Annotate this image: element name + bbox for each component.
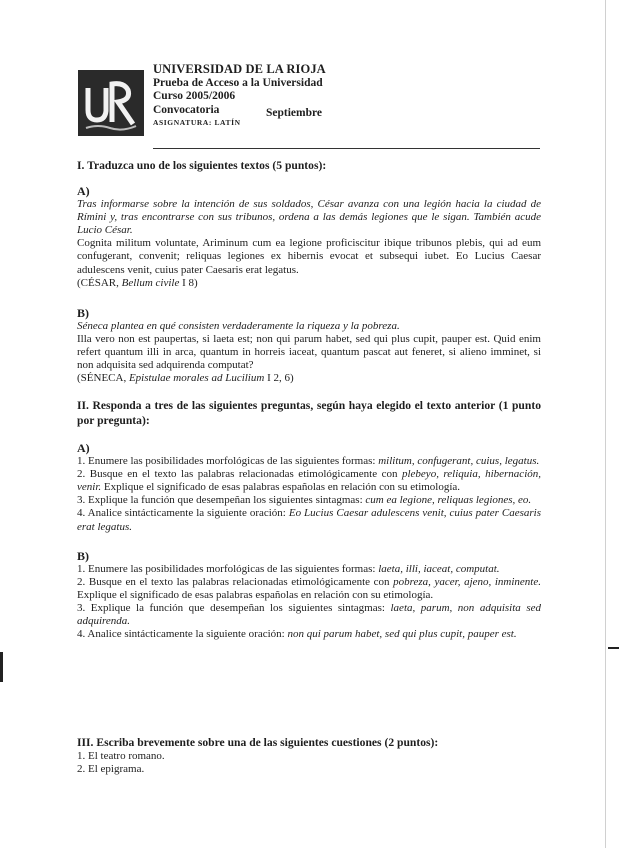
university-name: UNIVERSIDAD DE LA RIOJA [153, 62, 326, 76]
topic-item: 2. El epigrama. [77, 763, 145, 776]
scan-mark-left [0, 652, 3, 682]
text-a-intro: Tras informarse sobre la intención de sus soldados, César avanza con una legión hacia la ciudad de Rímini y, tras encontrarse con sus tribunos, ordena a las demás legiones que le sigan. También acude Lucio César. [77, 198, 541, 237]
question-b3: 3. Explique la función que desempeñan los siguientes sintagmas: laeta, parum, non adquisita sed adquirenda. [77, 602, 541, 628]
section-1-title: I. Traduzca uno de los siguientes textos (5 puntos): [77, 159, 327, 172]
section-3-title: III. Escriba brevemente sobre una de las siguientes cuestiones (2 puntos): [77, 736, 439, 749]
text-a-latin: Cognita militum voluntate, Ariminum cum ea legione proficiscitur ibique tribunos plebis, qui ad eum confugerant, convenit; reliquas legiones ex hibernis evocat et subsequi iubet. Eo Lucius Caesar adulescens venit, cuius pater Caesaris erat legatus. [77, 237, 541, 276]
call-value: Septiembre [266, 107, 323, 119]
section-1 [77, 158, 541, 385]
text-b-latin: Illa vero non est paupertas, si laeta est; non qui parum habet, sed qui plus cupit, pauper est. Quid enim refert quantum illi in arca, quantum in horreis iaceat, quantum pascat aut feneret, si alieno imminet, si non adquisita sed adquirenda computat? [77, 332, 541, 372]
section-3 [77, 735, 541, 776]
question-b2: 2. Busque en el texto las palabras relacionadas etimológicamente con pobreza, yacer, ajeno, inminente. Explique el significado de esas palabras españolas en relación con su etimología. [77, 575, 541, 601]
section-2-title: II. Responda a tres de las siguientes preguntas, según haya elegido el texto anterior (1 punto por pregunta): [77, 399, 541, 427]
text-b-intro: Séneca plantea en qué consisten verdaderamente la riqueza y la pobreza. [77, 319, 400, 332]
topic-item: 1. El teatro romano. [77, 750, 165, 762]
text-b-label: B) [77, 305, 89, 320]
text-a-label: A) [77, 184, 90, 198]
question-a3: 3. Explique la función que desempeñan los siguientes sintagmas: cum ea legione, reliquas legiones, eo. [77, 494, 532, 507]
question-b1: 1. Enumere las posibilidades morfológicas de las siguientes formas: laeta, illi, iaceat, computat. [77, 562, 500, 575]
subject-label: ASIGNATURA: LATÍN [153, 118, 241, 128]
text-a-source: (CÉSAR, Bellum civile I 8) [77, 276, 198, 289]
exam-name: Prueba de Acceso a la Universidad [153, 76, 323, 89]
question-a1: 1. Enumere las posibilidades morfológicas de las siguientes formas: militum, confugerant, cuius, legatus. [77, 455, 540, 468]
call-label: Convocatoria [153, 103, 220, 116]
scan-mark [608, 647, 619, 649]
course-year: Curso 2005/2006 [153, 90, 236, 103]
question-a4: 4. Analice sintácticamente la siguiente oración: Eo Lucius Caesar adulescens venit, cuius pater Caesaris erat legatus. [77, 507, 541, 533]
scan-edge [605, 0, 606, 848]
university-logo [78, 70, 144, 136]
text-b-source: (SÉNECA, Epistulae morales ad Lucilium I 2, 6) [77, 372, 294, 385]
question-b4: 4. Analice sintácticamente la siguiente oración: non qui parum habet, sed qui plus cupit, pauper est. [77, 628, 517, 641]
part-b-label: B) [77, 548, 89, 563]
header-block [153, 63, 326, 129]
header-divider [153, 148, 540, 149]
section-2 [77, 398, 541, 641]
question-a2: 2. Busque en el texto las palabras relacionadas etimológicamente con plebeyo, reliquia, hibernación, venir. Explique el significado de esas palabras españolas en relación con su etimología. [77, 468, 541, 494]
part-a-label: A) [77, 441, 90, 455]
